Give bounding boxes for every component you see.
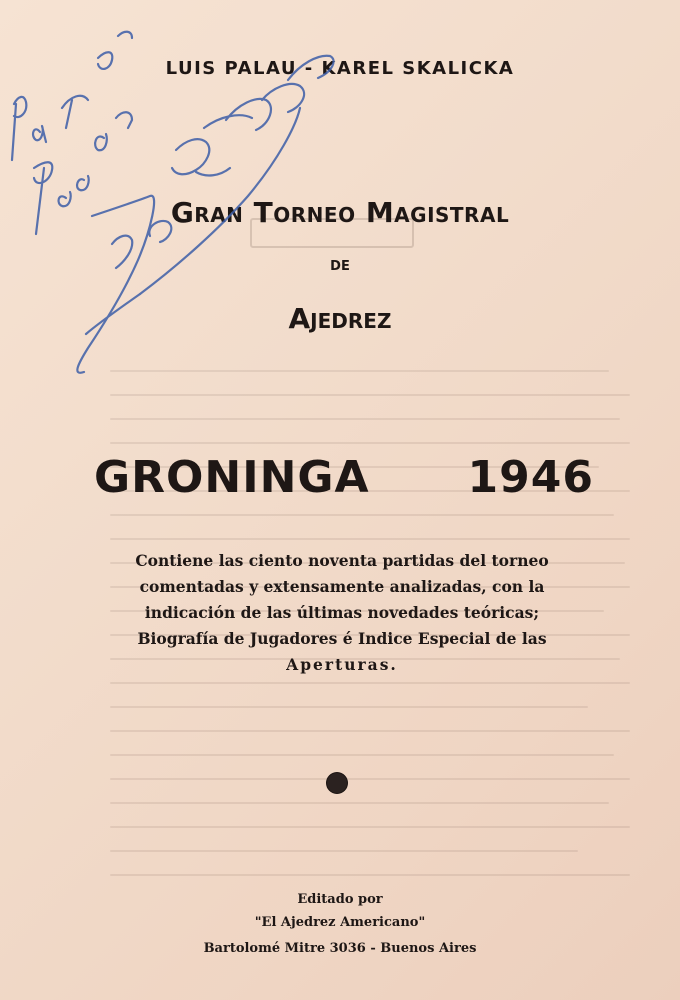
description-line: comentadas y extensamente analizadas, con la xyxy=(139,577,545,596)
description-paragraph xyxy=(112,548,572,678)
publisher-address: Bartolomé Mitre 3036 - Buenos Aires xyxy=(203,941,477,956)
event-name: GRONINGA xyxy=(94,452,370,503)
event-year: 1946 xyxy=(467,452,594,503)
description-line: indicación de las últimas novedades teóricas; xyxy=(144,603,540,622)
title-main: Gran Torneo Magistral xyxy=(170,196,510,229)
title-subject: Ajedrez xyxy=(288,302,392,335)
description-line: Aperturas. xyxy=(286,655,398,674)
description-line: Biografía de Jugadores é Indice Especial de las xyxy=(137,629,547,648)
authors-line: LUIS PALAU - KAREL SKALICKA xyxy=(165,58,515,79)
publisher-label: Editado por xyxy=(297,892,383,907)
description-line: Contiene las ciento noventa partidas del torneo xyxy=(135,551,549,570)
ornament-dot xyxy=(327,773,347,793)
title-connector: de xyxy=(330,254,350,275)
publisher-name: "El Ajedrez Americano" xyxy=(254,915,426,930)
event-heading xyxy=(94,452,594,503)
